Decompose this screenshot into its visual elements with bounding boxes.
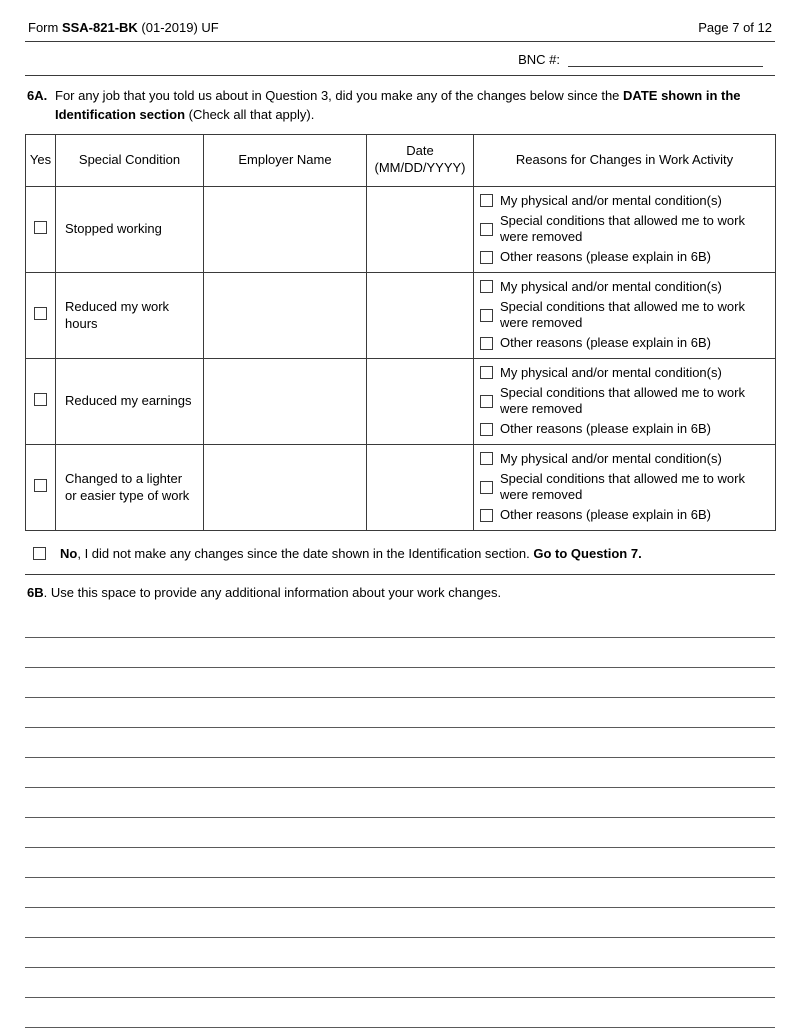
writing-line[interactable] bbox=[25, 608, 775, 638]
reason-checkbox-other-reasons[interactable] bbox=[480, 337, 493, 350]
question-6a-number: 6A. bbox=[27, 88, 48, 103]
reason-label: My physical and/or mental condition(s) bbox=[500, 364, 722, 380]
form-number: SSA-821-BK bbox=[61, 20, 138, 35]
reasons-cell bbox=[474, 272, 776, 358]
table-row-reduced-earnings bbox=[26, 358, 776, 444]
writing-line[interactable] bbox=[25, 818, 775, 848]
writing-line[interactable] bbox=[25, 908, 775, 938]
date-cell[interactable] bbox=[367, 186, 474, 272]
reason-checkbox-special-conditions-removed[interactable] bbox=[480, 223, 493, 236]
column-header-special-condition: Special Condition bbox=[56, 134, 204, 186]
special-condition-label: Reduced my earnings bbox=[56, 358, 204, 444]
column-header-employer-name: Employer Name bbox=[204, 134, 367, 186]
special-condition-label: Changed to a lighter or easier type of work bbox=[56, 444, 204, 530]
writing-line[interactable] bbox=[25, 968, 775, 998]
reason-label: My physical and/or mental condition(s) bbox=[500, 192, 722, 208]
employer-name-cell[interactable] bbox=[204, 272, 367, 358]
question-6a bbox=[25, 76, 775, 134]
reason-label: Special conditions that allowed me to work were removed bbox=[500, 384, 745, 417]
no-changes-text: No, I did not make any changes since the date shown in the Identification section. Go to Question 7. bbox=[60, 545, 642, 561]
reason-label: Other reasons (please explain in 6B) bbox=[500, 249, 712, 265]
page-header bbox=[25, 20, 775, 41]
writing-line[interactable] bbox=[25, 668, 775, 698]
yes-checkbox[interactable] bbox=[34, 221, 47, 234]
reason-label: Other reasons (please explain in 6B) bbox=[500, 507, 712, 523]
reason-label: My physical and/or mental condition(s) bbox=[500, 450, 722, 466]
reason-checkbox-special-conditions-removed[interactable] bbox=[480, 395, 493, 408]
writing-line[interactable] bbox=[25, 788, 775, 818]
reason-checkbox-physical-mental[interactable] bbox=[480, 452, 493, 465]
reason-label: Special conditions that allowed me to work were removed bbox=[500, 212, 745, 245]
writing-line[interactable] bbox=[25, 848, 775, 878]
yes-checkbox[interactable] bbox=[34, 479, 47, 492]
date-cell[interactable] bbox=[367, 358, 474, 444]
writing-line[interactable] bbox=[25, 638, 775, 668]
reason-label: Other reasons (please explain in 6B) bbox=[500, 421, 712, 437]
table-row-changed-to-lighter-work bbox=[26, 444, 776, 530]
bnc-input-line[interactable] bbox=[568, 52, 763, 67]
yes-checkbox[interactable] bbox=[34, 307, 47, 320]
reason-checkbox-physical-mental[interactable] bbox=[480, 366, 493, 379]
question-6b-number: 6B bbox=[27, 584, 44, 600]
form-id bbox=[28, 20, 219, 35]
reason-checkbox-other-reasons[interactable] bbox=[480, 423, 493, 436]
table-row-stopped-working bbox=[26, 186, 776, 272]
writing-line[interactable] bbox=[25, 728, 775, 758]
date-cell[interactable] bbox=[367, 272, 474, 358]
date-cell[interactable] bbox=[367, 444, 474, 530]
no-changes-row bbox=[25, 531, 775, 574]
writing-line[interactable] bbox=[25, 758, 775, 788]
writing-line[interactable] bbox=[25, 938, 775, 968]
writing-line[interactable] bbox=[25, 998, 775, 1028]
reason-checkbox-physical-mental[interactable] bbox=[480, 280, 493, 293]
reasons-cell bbox=[474, 444, 776, 530]
reason-checkbox-special-conditions-removed[interactable] bbox=[480, 481, 493, 494]
employer-name-cell[interactable] bbox=[204, 444, 367, 530]
reason-checkbox-special-conditions-removed[interactable] bbox=[480, 309, 493, 322]
form-suffix: (01-2019) UF bbox=[137, 20, 219, 35]
bnc-row bbox=[25, 42, 775, 75]
question-6b-text: . Use this space to provide any additional information about your work changes. bbox=[43, 584, 502, 600]
yes-checkbox[interactable] bbox=[34, 393, 47, 406]
work-changes-table bbox=[25, 134, 776, 531]
special-condition-label: Reduced my work hours bbox=[56, 272, 204, 358]
reasons-cell bbox=[474, 358, 776, 444]
no-changes-checkbox[interactable] bbox=[33, 547, 46, 560]
reason-checkbox-other-reasons[interactable] bbox=[480, 509, 493, 522]
reason-label: My physical and/or mental condition(s) bbox=[500, 278, 722, 294]
reason-checkbox-other-reasons[interactable] bbox=[480, 251, 493, 264]
column-header-yes: Yes bbox=[26, 134, 56, 186]
employer-name-cell[interactable] bbox=[204, 358, 367, 444]
reason-label: Special conditions that allowed me to work were removed bbox=[500, 470, 745, 503]
page-number: Page 7 of 12 bbox=[698, 20, 772, 35]
table-row-reduced-hours bbox=[26, 272, 776, 358]
table-header-row bbox=[26, 134, 776, 186]
reason-label: Other reasons (please explain in 6B) bbox=[500, 335, 712, 351]
writing-line[interactable] bbox=[25, 878, 775, 908]
bnc-label: BNC #: bbox=[518, 52, 560, 67]
special-condition-label: Stopped working bbox=[56, 186, 204, 272]
additional-information-area bbox=[25, 608, 775, 1028]
column-header-reasons: Reasons for Changes in Work Activity bbox=[474, 134, 776, 186]
employer-name-cell[interactable] bbox=[204, 186, 367, 272]
question-6a-text: For any job that you told us about in Question 3, did you make any of the changes below since the DATE shown in the Identification section (Check all that apply). bbox=[55, 88, 741, 122]
reason-label: Special conditions that allowed me to work were removed bbox=[500, 298, 745, 331]
question-6b bbox=[25, 575, 775, 605]
form-prefix: Form bbox=[28, 20, 62, 35]
column-header-date: Date (MM/DD/YYYY) bbox=[367, 134, 474, 186]
writing-line[interactable] bbox=[25, 698, 775, 728]
reason-checkbox-physical-mental[interactable] bbox=[480, 194, 493, 207]
reasons-cell bbox=[474, 186, 776, 272]
